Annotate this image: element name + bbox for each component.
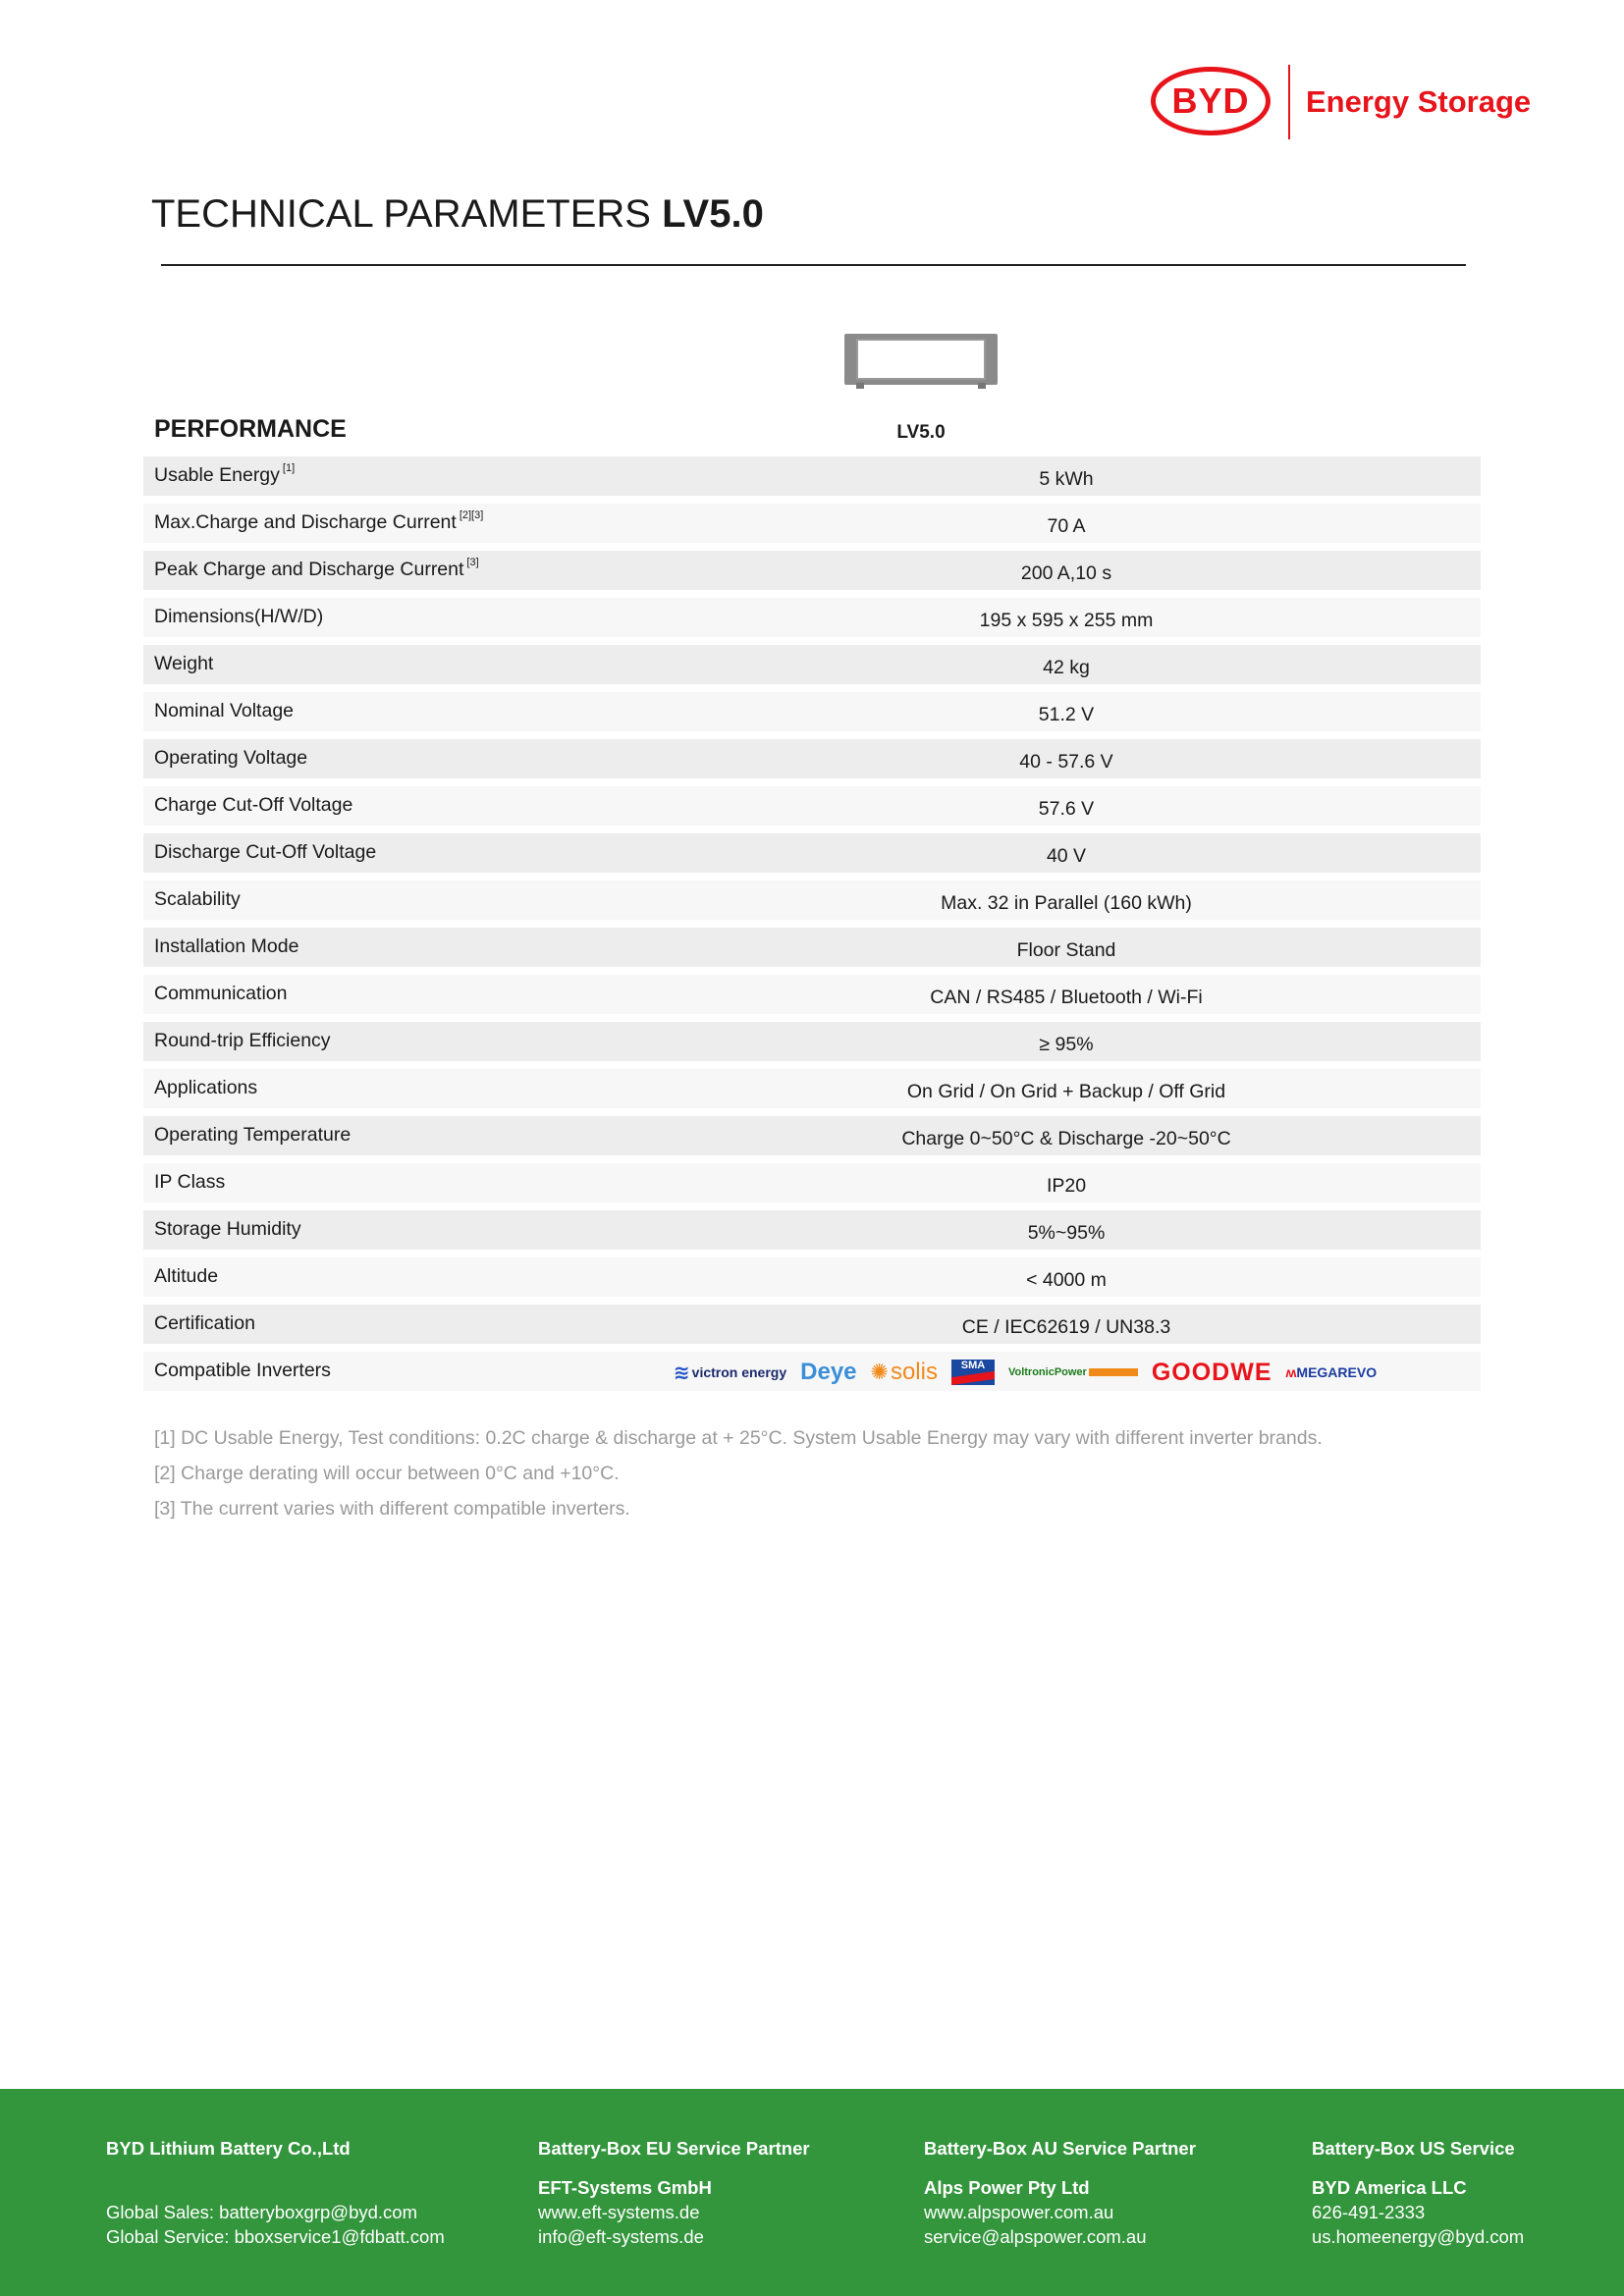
parameters-table — [143, 456, 1481, 1399]
table-row — [143, 739, 1481, 778]
table-row — [143, 551, 1481, 590]
row-label: Usable Energy [1] — [154, 462, 296, 486]
table-row — [143, 928, 1481, 967]
table-row — [143, 692, 1481, 731]
row-value: 5%~95% — [1027, 1222, 1106, 1244]
row-label: IP Class — [154, 1171, 226, 1193]
victron-wave-icon: ≋ — [673, 1362, 690, 1384]
solis-logo: ✺ solis — [870, 1359, 938, 1385]
row-label: Charge Cut-Off Voltage — [154, 794, 353, 816]
partner-company: BYD America LLC — [1312, 2177, 1467, 2198]
row-value: 70 A — [1047, 515, 1086, 537]
table-row — [143, 786, 1481, 826]
footer-column-au — [924, 2138, 1196, 2251]
footnote-3: [3] The current varies with different compatible inverters. — [154, 1498, 630, 1520]
row-value: 51.2 V — [1038, 704, 1095, 725]
footer-contacts — [0, 2089, 1624, 2296]
title-prefix: TECHNICAL PARAMETERS — [151, 192, 651, 236]
title-divider — [161, 264, 1466, 266]
table-row — [143, 881, 1481, 920]
sma-logo: SMA — [951, 1360, 995, 1385]
table-row — [143, 456, 1481, 496]
footnote-2: [2] Charge derating will occur between 0°C and +10°C. — [154, 1463, 620, 1484]
logo-divider — [1288, 65, 1290, 139]
row-label: Communication — [154, 983, 288, 1004]
victron-energy-logo: ≋ victron energy — [673, 1362, 787, 1384]
deye-logo: Deye — [800, 1359, 857, 1385]
goodwe-logo: GOODWE — [1151, 1358, 1272, 1386]
logo-tagline: Energy Storage — [1306, 84, 1532, 119]
row-label: Operating Temperature — [154, 1124, 352, 1146]
partner-phone[interactable]: 626-491-2333 — [1312, 2202, 1426, 2222]
inverter-logos — [593, 1358, 1457, 1387]
footer-heading: Battery-Box US Service — [1312, 2138, 1515, 2159]
footnote-ref: [3] — [466, 557, 479, 568]
solis-sun-icon: ✺ — [870, 1360, 889, 1384]
footnote-1: [1] DC Usable Energy, Test conditions: 0.2C charge & discharge at + 25°C. System Usable Energy may vary with different inverter brands. — [154, 1427, 1323, 1449]
footer-column-byd — [106, 2138, 445, 2251]
row-label: Discharge Cut-Off Voltage — [154, 841, 377, 863]
table-row — [143, 1163, 1481, 1202]
byd-logo — [1151, 63, 1532, 145]
row-value: 195 x 595 x 255 mm — [979, 610, 1154, 631]
section-title-performance: PERFORMANCE — [154, 415, 347, 443]
table-row — [143, 598, 1481, 637]
row-value: 57.6 V — [1038, 798, 1095, 820]
row-value: Max. 32 in Parallel (160 kWh) — [941, 892, 1192, 914]
battery-front-panel — [856, 339, 986, 380]
voltronic-bar — [1089, 1368, 1138, 1376]
row-label: Weight — [154, 653, 214, 674]
row-label: Peak Charge and Discharge Current [3] — [154, 557, 479, 580]
footnote-ref: [1] — [282, 462, 296, 474]
row-label: Round-trip Efficiency — [154, 1030, 331, 1051]
footnotes — [154, 1427, 1323, 1533]
row-value: 40 - 57.6 V — [1019, 751, 1113, 773]
table-row — [143, 1305, 1481, 1344]
row-value: 42 kg — [1043, 657, 1090, 678]
footer-column-eu — [538, 2138, 810, 2251]
global-sales-email[interactable]: Global Sales: batteryboxgrp@byd.com — [106, 2202, 417, 2222]
row-value: Charge 0~50°C & Discharge -20~50°C — [901, 1128, 1231, 1149]
megarevo-mark-icon: ʍ — [1285, 1364, 1297, 1380]
partner-website-link[interactable]: www.alpspower.com.au — [924, 2202, 1114, 2222]
row-label: Max.Charge and Discharge Current [2][3] — [154, 509, 484, 533]
table-row — [143, 975, 1481, 1014]
row-value: 200 A,10 s — [1020, 562, 1112, 584]
global-service-email[interactable]: Global Service: bboxservice1@fdbatt.com — [106, 2226, 445, 2247]
row-value: On Grid / On Grid + Backup / Off Grid — [906, 1081, 1226, 1102]
table-row — [143, 1022, 1481, 1061]
row-label: Altitude — [154, 1265, 219, 1287]
footer-heading: BYD Lithium Battery Co.,Ltd — [106, 2138, 351, 2159]
footer-heading: Battery-Box AU Service Partner — [924, 2138, 1196, 2159]
table-row — [143, 645, 1481, 684]
table-row — [143, 1257, 1481, 1297]
row-label: Compatible Inverters — [154, 1360, 331, 1381]
row-value: 5 kWh — [1039, 468, 1094, 490]
partner-company: EFT-Systems GmbH — [538, 2177, 712, 2198]
row-label: Installation Mode — [154, 935, 299, 957]
row-value: Floor Stand — [1016, 939, 1116, 961]
battery-foot — [856, 383, 864, 389]
footnote-ref: [2][3] — [459, 509, 484, 521]
row-label: Storage Humidity — [154, 1218, 301, 1240]
battery-module-image — [844, 334, 998, 389]
table-row — [143, 1069, 1481, 1108]
table-row — [143, 1116, 1481, 1155]
byd-logo-mark — [1151, 67, 1271, 135]
table-row-compatible-inverters — [143, 1352, 1481, 1391]
megarevo-logo: ʍ MEGAREVO — [1285, 1364, 1378, 1380]
row-value: ≥ 95% — [1039, 1034, 1094, 1055]
byd-logo-text: BYD — [1171, 80, 1250, 121]
footer-column-us — [1312, 2138, 1524, 2251]
table-row — [143, 833, 1481, 873]
row-label: Certification — [154, 1312, 255, 1334]
title-model: LV5.0 — [662, 192, 764, 236]
partner-email-link[interactable]: service@alpspower.com.au — [924, 2226, 1147, 2247]
partner-email-link[interactable]: us.homeenergy@byd.com — [1312, 2226, 1525, 2247]
row-label: Nominal Voltage — [154, 700, 295, 721]
row-value: IP20 — [1046, 1175, 1087, 1197]
row-value: < 4000 m — [1026, 1269, 1107, 1291]
row-label: Dimensions(H/W/D) — [154, 606, 324, 627]
row-value: 40 V — [1046, 845, 1087, 867]
row-value: CE / IEC62619 / UN38.3 — [961, 1316, 1171, 1338]
table-row — [143, 1210, 1481, 1250]
table-row — [143, 504, 1481, 543]
voltronic-power-logo: VoltronicPower — [1008, 1366, 1138, 1378]
partner-website-link[interactable]: www.eft-systems.de — [538, 2202, 700, 2222]
column-header-model: LV5.0 — [896, 422, 946, 443]
row-label: Scalability — [154, 888, 241, 910]
row-label: Applications — [154, 1077, 258, 1098]
battery-foot — [978, 383, 986, 389]
row-label: Operating Voltage — [154, 747, 308, 769]
row-value: CAN / RS485 / Bluetooth / Wi-Fi — [930, 987, 1203, 1008]
partner-email-link[interactable]: info@eft-systems.de — [538, 2226, 704, 2247]
page-title — [151, 192, 764, 237]
footer-heading: Battery-Box EU Service Partner — [538, 2138, 810, 2159]
partner-company: Alps Power Pty Ltd — [924, 2177, 1090, 2198]
